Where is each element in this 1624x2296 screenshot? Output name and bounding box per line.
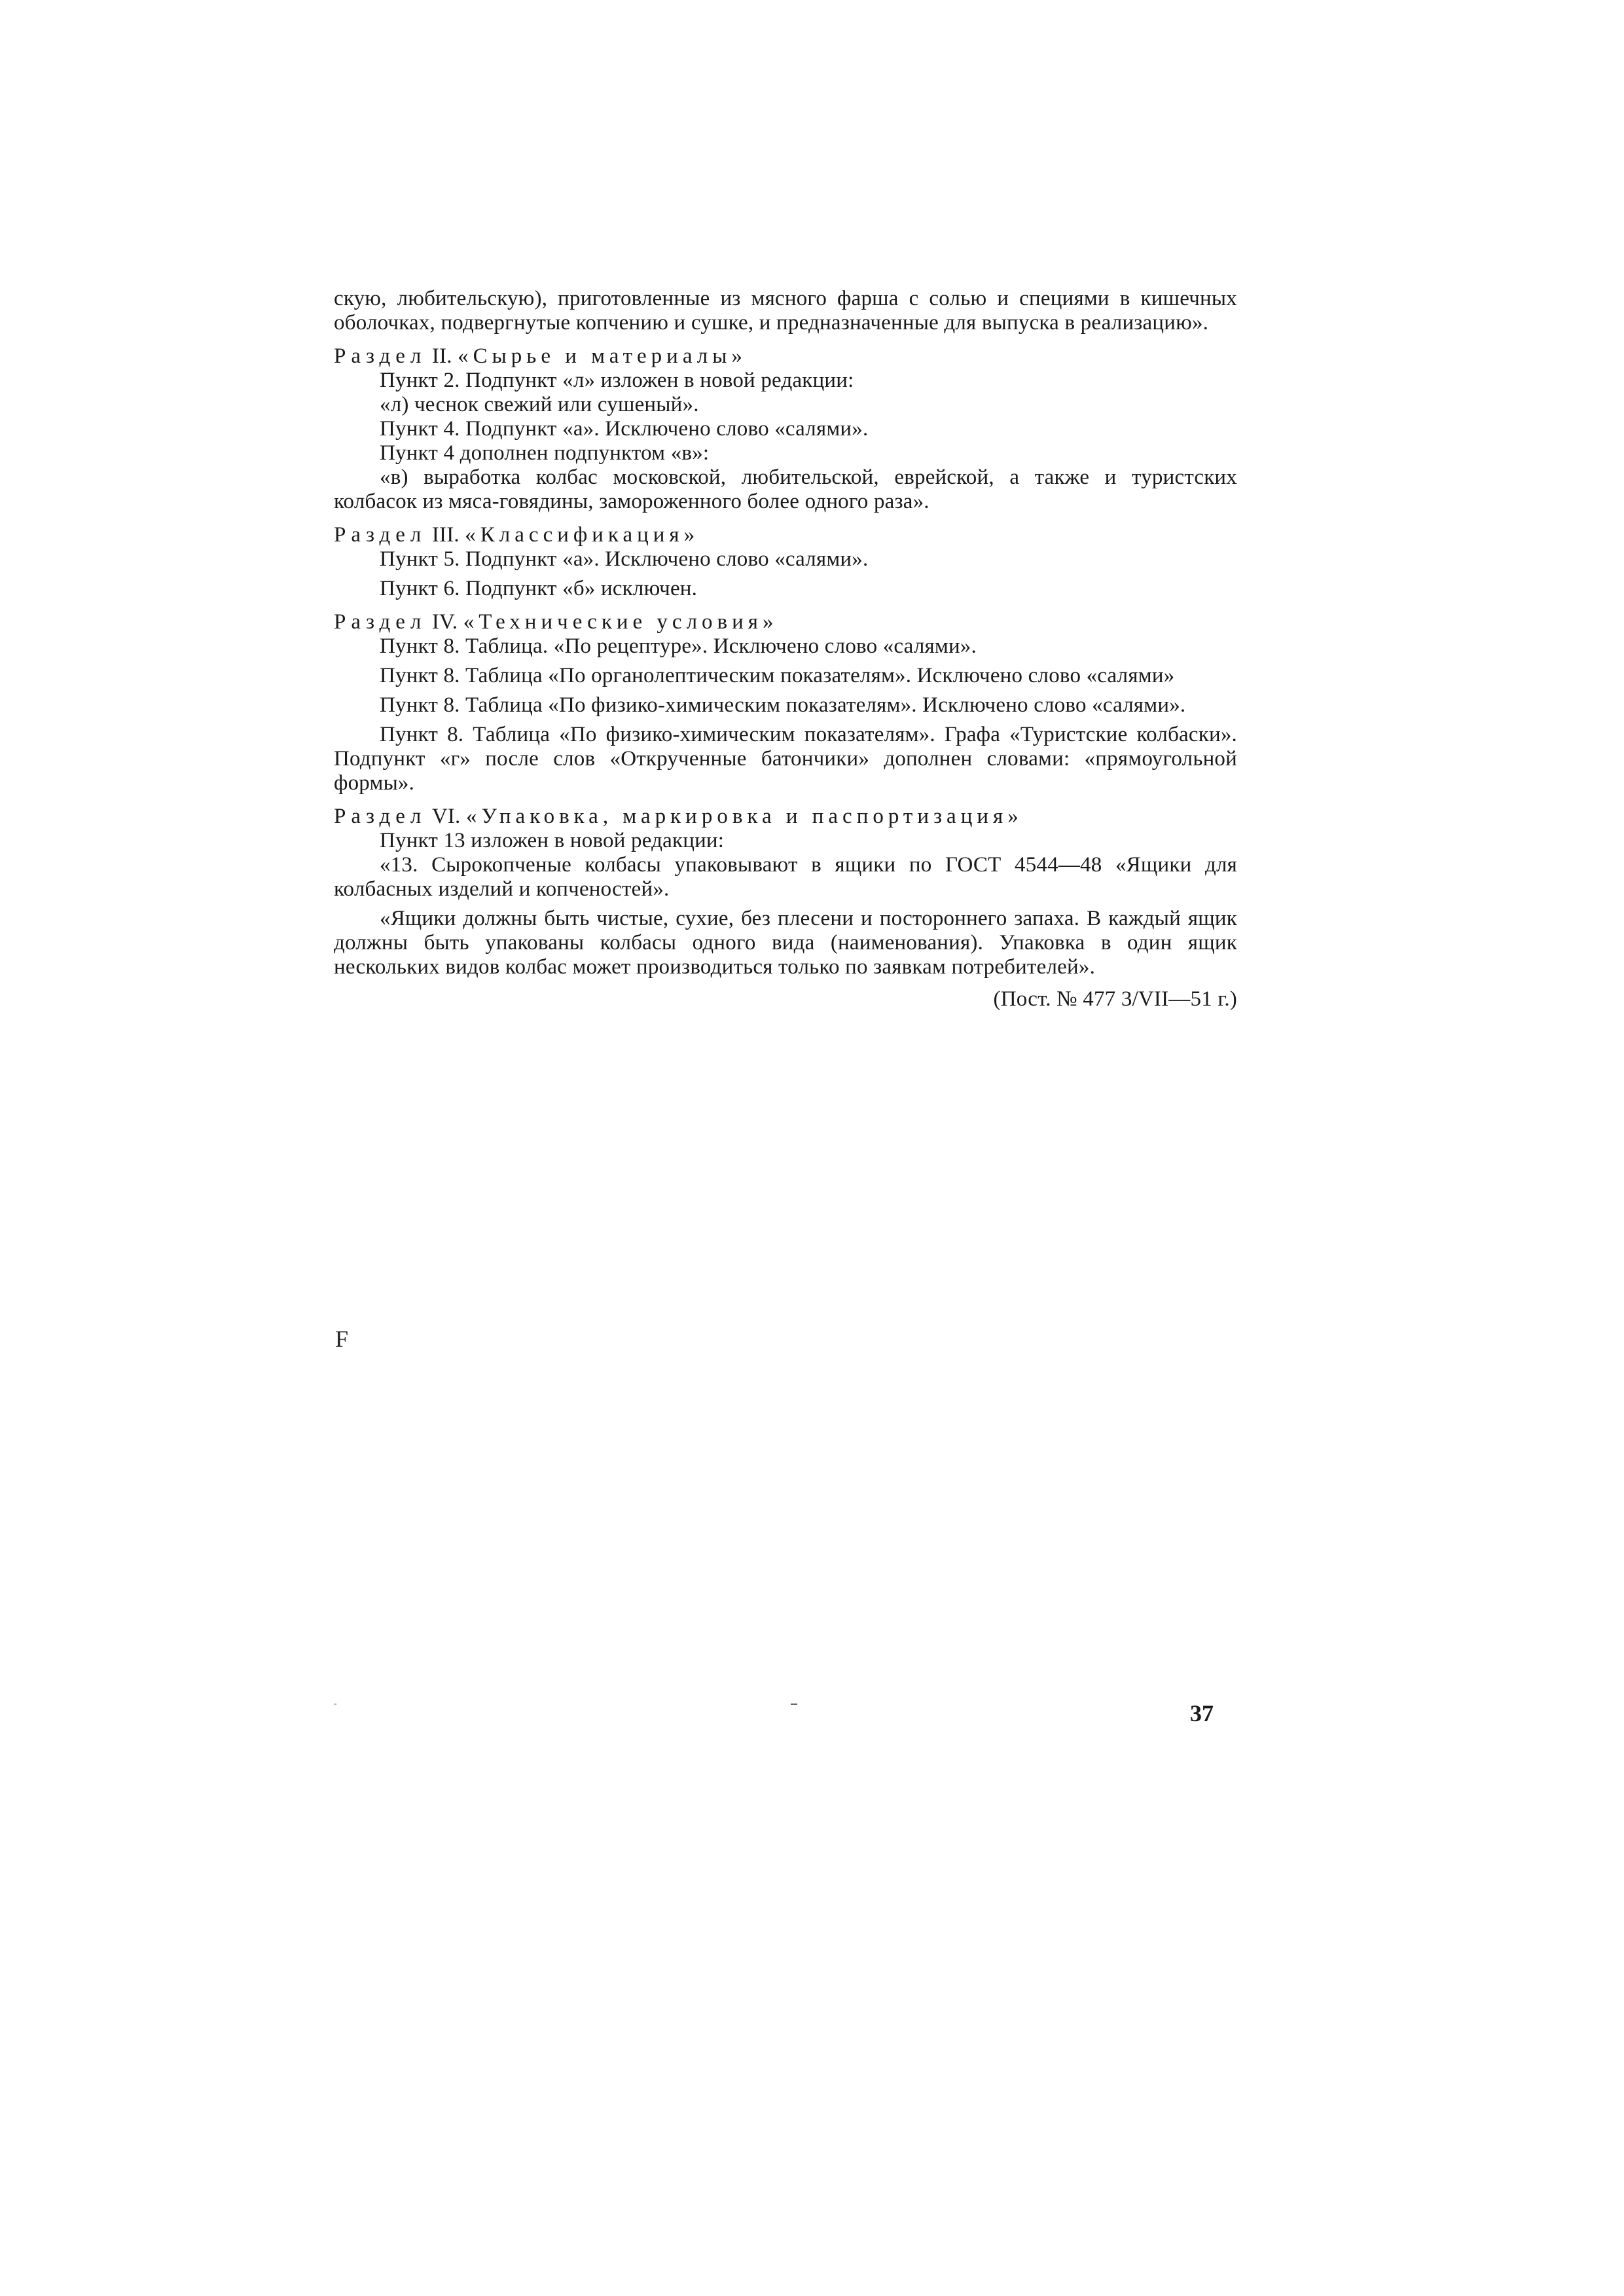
continuation-paragraph: скую, любительскую), приготовленные из мясного фарша с солью и специями в кишечных оболочках, подвергнутые копчению и сушке, и предназначенные для выпуска в реализацию». (334, 287, 1237, 335)
section-item: Пункт 2. Подпункт «л» изложен в новой редакции: (380, 369, 854, 392)
document-body (334, 287, 1237, 1011)
section-item: Пункт 4. Подпункт «а». Исключено слово «салями». (380, 417, 869, 441)
section-word: Раздел (334, 344, 427, 368)
section-item: Пункт 8. Таблица «По органолептическим показателям». Исключено слово «салями» (380, 664, 1175, 687)
section-item: «13. Сырокопченые колбасы упаковывают в ящики по ГОСТ 4544—48 «Ящики для колбасных изделий и копченостей». (334, 853, 1237, 901)
section-item: Пункт 13 изложен в новой редакции: (380, 829, 725, 852)
stray-mark: F (335, 1326, 349, 1352)
section-heading-3 (334, 523, 1237, 547)
section-item: «Ящики должны быть чистые, сухие, без плесени и постороннего запаха. В каждый ящик должны быть упакованы колбасы одного вида (наименования). Упаковка в один ящик нескольких видов колбас может производиться только по заявкам потребителей». (334, 907, 1237, 979)
page-number: 37 (1190, 1700, 1214, 1726)
section-item: Пункт 5. Подпункт «а». Исключено слово «салями». (380, 547, 869, 571)
section-item: Пункт 8. Таблица. «По рецептуре». Исключено слово «салями». (380, 634, 977, 658)
section-heading-6 (334, 805, 1237, 829)
section-item: Пункт 8. Таблица «По физико-химическим показателям». Графа «Туристские колбаски». Подпункт «г» после слов «Открученные батончики» дополнен словами: «прямоугольной формы». (334, 723, 1237, 795)
section-item: «в) выработка колбас московской, любительской, еврейской, а также и туристских колбасок из мяса-говядины, замороженного более одного раза». (334, 465, 1237, 513)
section-title: «Упаковка, маркировка и паспортизация» (465, 805, 1023, 828)
section-item: Пункт 8. Таблица «По физико-химическим показателям». Исключено слово «салями». (380, 693, 1186, 717)
section-title: «Технические условия» (463, 610, 778, 634)
section-item: «л) чеснок свежий или сушеный». (380, 393, 699, 416)
section-heading-2 (334, 344, 1237, 369)
section-heading-4 (334, 610, 1237, 634)
section-number: IV. (431, 610, 458, 634)
section-number: III. (431, 523, 460, 547)
section-word: Раздел (334, 805, 427, 828)
section-word: Раздел (334, 523, 427, 547)
section-item: Пункт 6. Подпункт «б» исключен. (380, 577, 698, 600)
section-title: «Классификация» (465, 523, 700, 547)
scan-dot (791, 1704, 797, 1705)
section-item: Пункт 4 дополнен подпунктом «в»: (380, 441, 710, 465)
section-number: VI. (431, 805, 461, 828)
section-title: «Сырье и материалы» (458, 344, 747, 368)
scan-dot (334, 1704, 336, 1705)
section-word: Раздел (334, 610, 427, 634)
section-number: II. (431, 344, 452, 368)
source-note: (Пост. № 477 3/VII—51 г.) (993, 987, 1237, 1011)
